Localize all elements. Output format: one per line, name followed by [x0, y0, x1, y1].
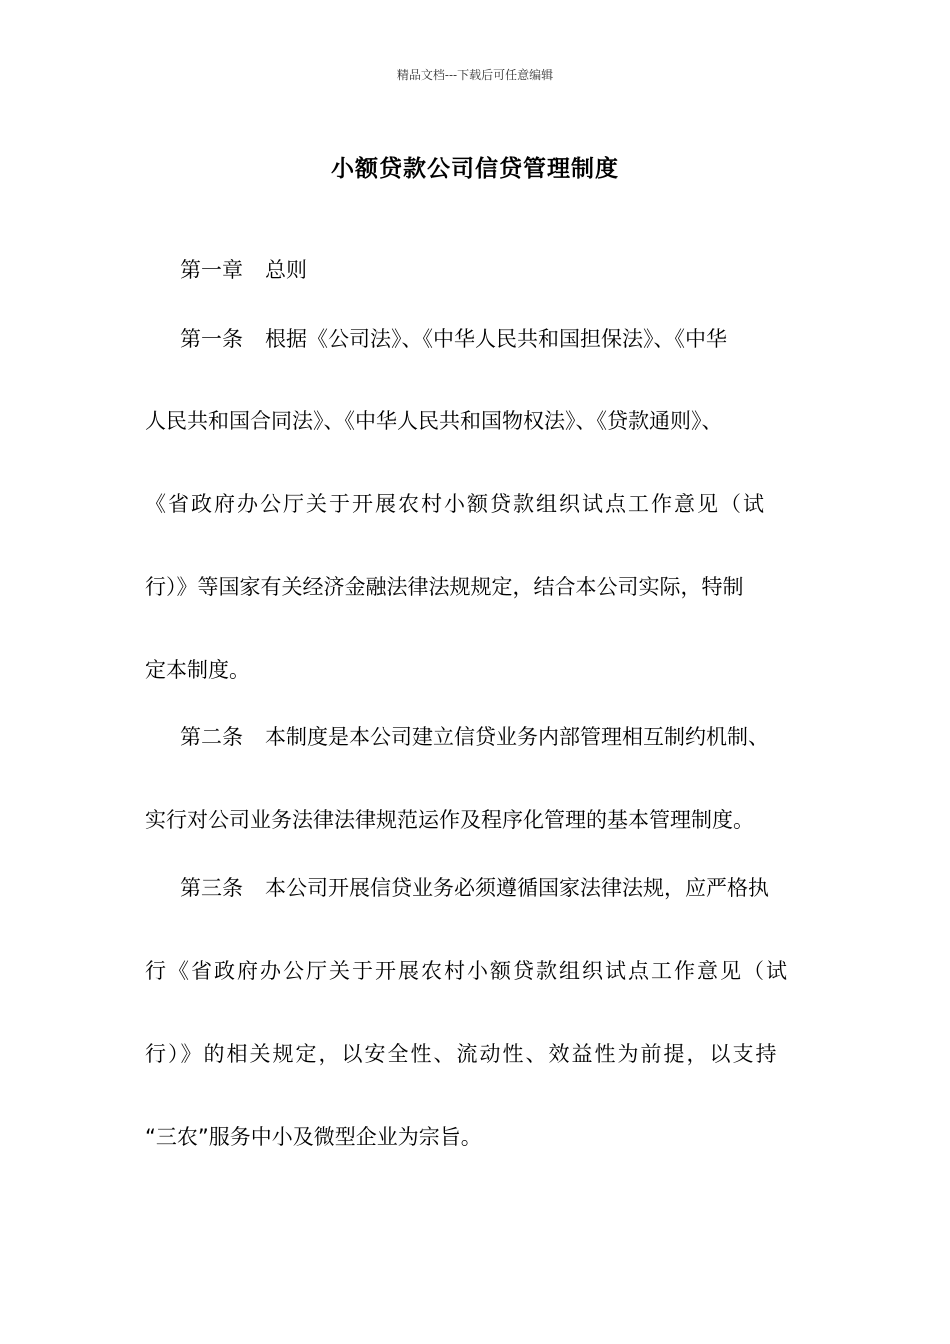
document-title: 小额贷款公司信贷管理制度 — [331, 155, 619, 182]
chapter-label: 第一章 — [180, 258, 243, 282]
chapter-heading — [180, 256, 307, 284]
article-3-line-2: 行《省政府办公厅关于开展农村小额贷款组织试点工作意见（试 — [145, 959, 789, 983]
article-1-text-1: 根据《公司法》、《中华人民共和国担保法》、《中华 — [265, 327, 727, 351]
article-1-label: 第一条 — [180, 327, 243, 351]
article-1-line-2: 人民共和国合同法》、《中华人民共和国物权法》、《贷款通则》、 — [145, 409, 723, 433]
article-1-line-4: 行）》等国家有关经济金融法律法规规定，结合本公司实际，特制 — [145, 575, 744, 599]
article-3-text-1: 本公司开展信贷业务必须遵循国家法律法规，应严格执 — [265, 876, 769, 900]
article-3-line-4: “三农”服务中小及微型企业为宗旨。 — [145, 1125, 482, 1149]
article-1-line-5: 定本制度。 — [145, 658, 250, 682]
article-1-line-3: 《省政府办公厅关于开展农村小额贷款组织试点工作意见（试 — [145, 492, 766, 516]
article-2-text-1: 本制度是本公司建立信贷业务内部管理相互制约机制、 — [265, 725, 769, 749]
article-3-line-1 — [180, 874, 769, 902]
article-2-label: 第二条 — [180, 725, 243, 749]
article-1-line-1 — [180, 325, 727, 353]
article-3-label: 第三条 — [180, 876, 243, 900]
article-2-line-1 — [180, 723, 769, 751]
article-2-line-2: 实行对公司业务法律法律规范运作及程序化管理的基本管理制度。 — [145, 808, 754, 832]
chapter-name: 总则 — [265, 258, 307, 282]
article-3-line-3: 行）》的相关规定，以安全性、流动性、效益性为前提，以支持 — [145, 1042, 779, 1066]
page-header-watermark: 精品文档---下载后可任意编辑 — [396, 68, 554, 82]
